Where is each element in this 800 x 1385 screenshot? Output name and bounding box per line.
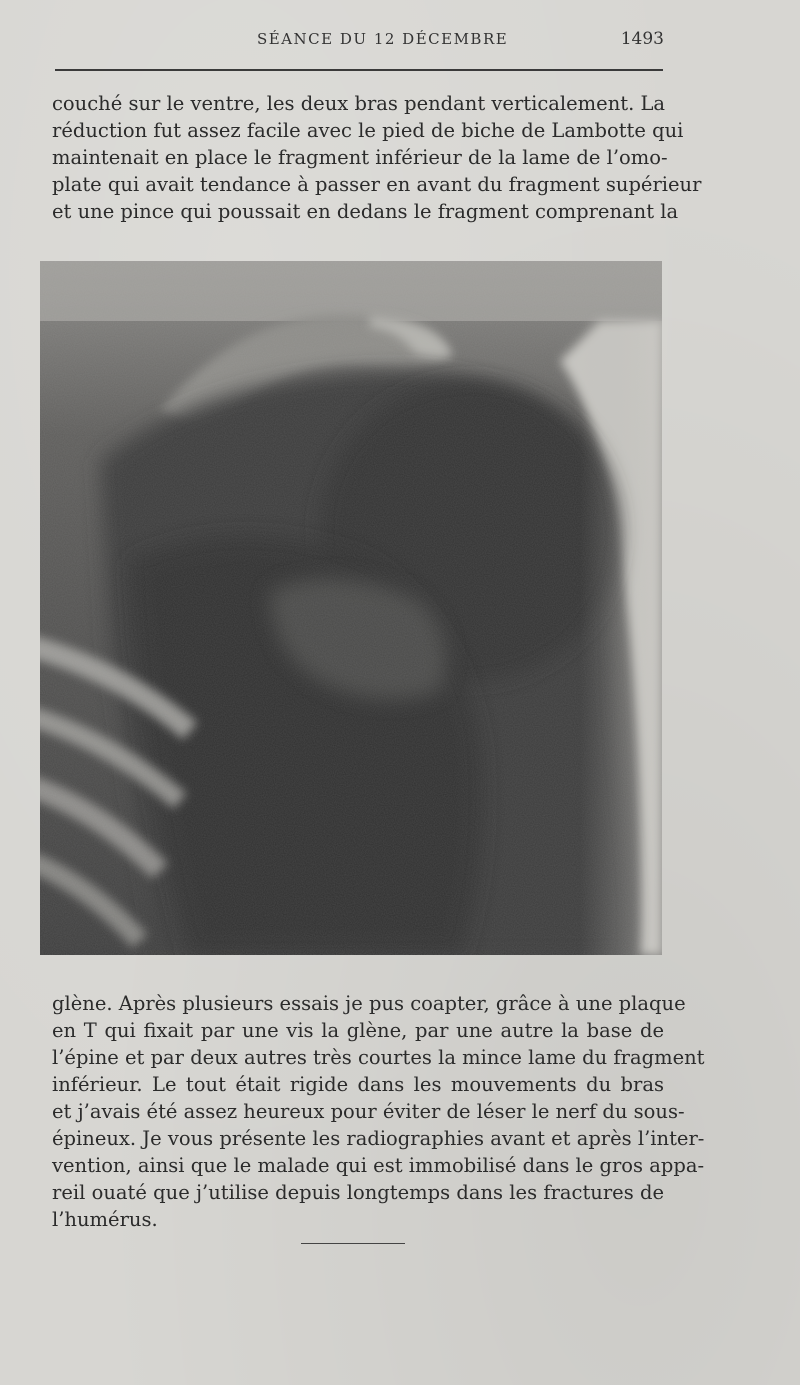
text-line: épineux. Je vous présente les radiographies avant et après l’inter- bbox=[52, 1127, 705, 1150]
text-line: maintenait en place le fragment inférieur de la lame de l’omo- bbox=[52, 146, 668, 169]
text-line: l’épine et par deux autres très courtes la mince lame du fragment bbox=[52, 1046, 705, 1069]
text-line: reil ouaté que j’utilise depuis longtemps dans les fractures de bbox=[52, 1181, 664, 1204]
text-line: vention, ainsi que le malade qui est immobilisé dans le gros appa- bbox=[52, 1154, 705, 1177]
text-line: réduction fut assez facile avec le pied de biche de Lambotte qui bbox=[52, 119, 684, 142]
paragraph-top bbox=[52, 90, 702, 225]
text-line: et j’avais été assez heureux pour éviter de léser le nerf du sous- bbox=[52, 1100, 685, 1123]
section-end-rule bbox=[301, 1243, 405, 1244]
text-line: en T qui fixait par une vis la glène, par une autre la base de bbox=[52, 1019, 664, 1042]
running-head: SÉANCE DU 12 DÉCEMBRE bbox=[257, 30, 509, 48]
page-number: 1493 bbox=[620, 29, 664, 49]
text-line: l’humérus. bbox=[52, 1208, 158, 1231]
shoulder-radiograph-image bbox=[40, 261, 662, 955]
text-line: glène. Après plusieurs essais je pus coapter, grâce à une plaque bbox=[52, 992, 686, 1015]
header-rule bbox=[55, 69, 663, 71]
text-line: et une pince qui poussait en dedans le fragment comprenant la bbox=[52, 200, 679, 223]
text-line: couché sur le ventre, les deux bras pendant verticalement. La bbox=[52, 92, 666, 115]
paragraph-bottom bbox=[52, 990, 705, 1233]
text-line: plate qui avait tendance à passer en avant du fragment supérieur bbox=[52, 173, 702, 196]
text-line: inférieur. Le tout était rigide dans les mouvements du bras bbox=[52, 1073, 664, 1096]
